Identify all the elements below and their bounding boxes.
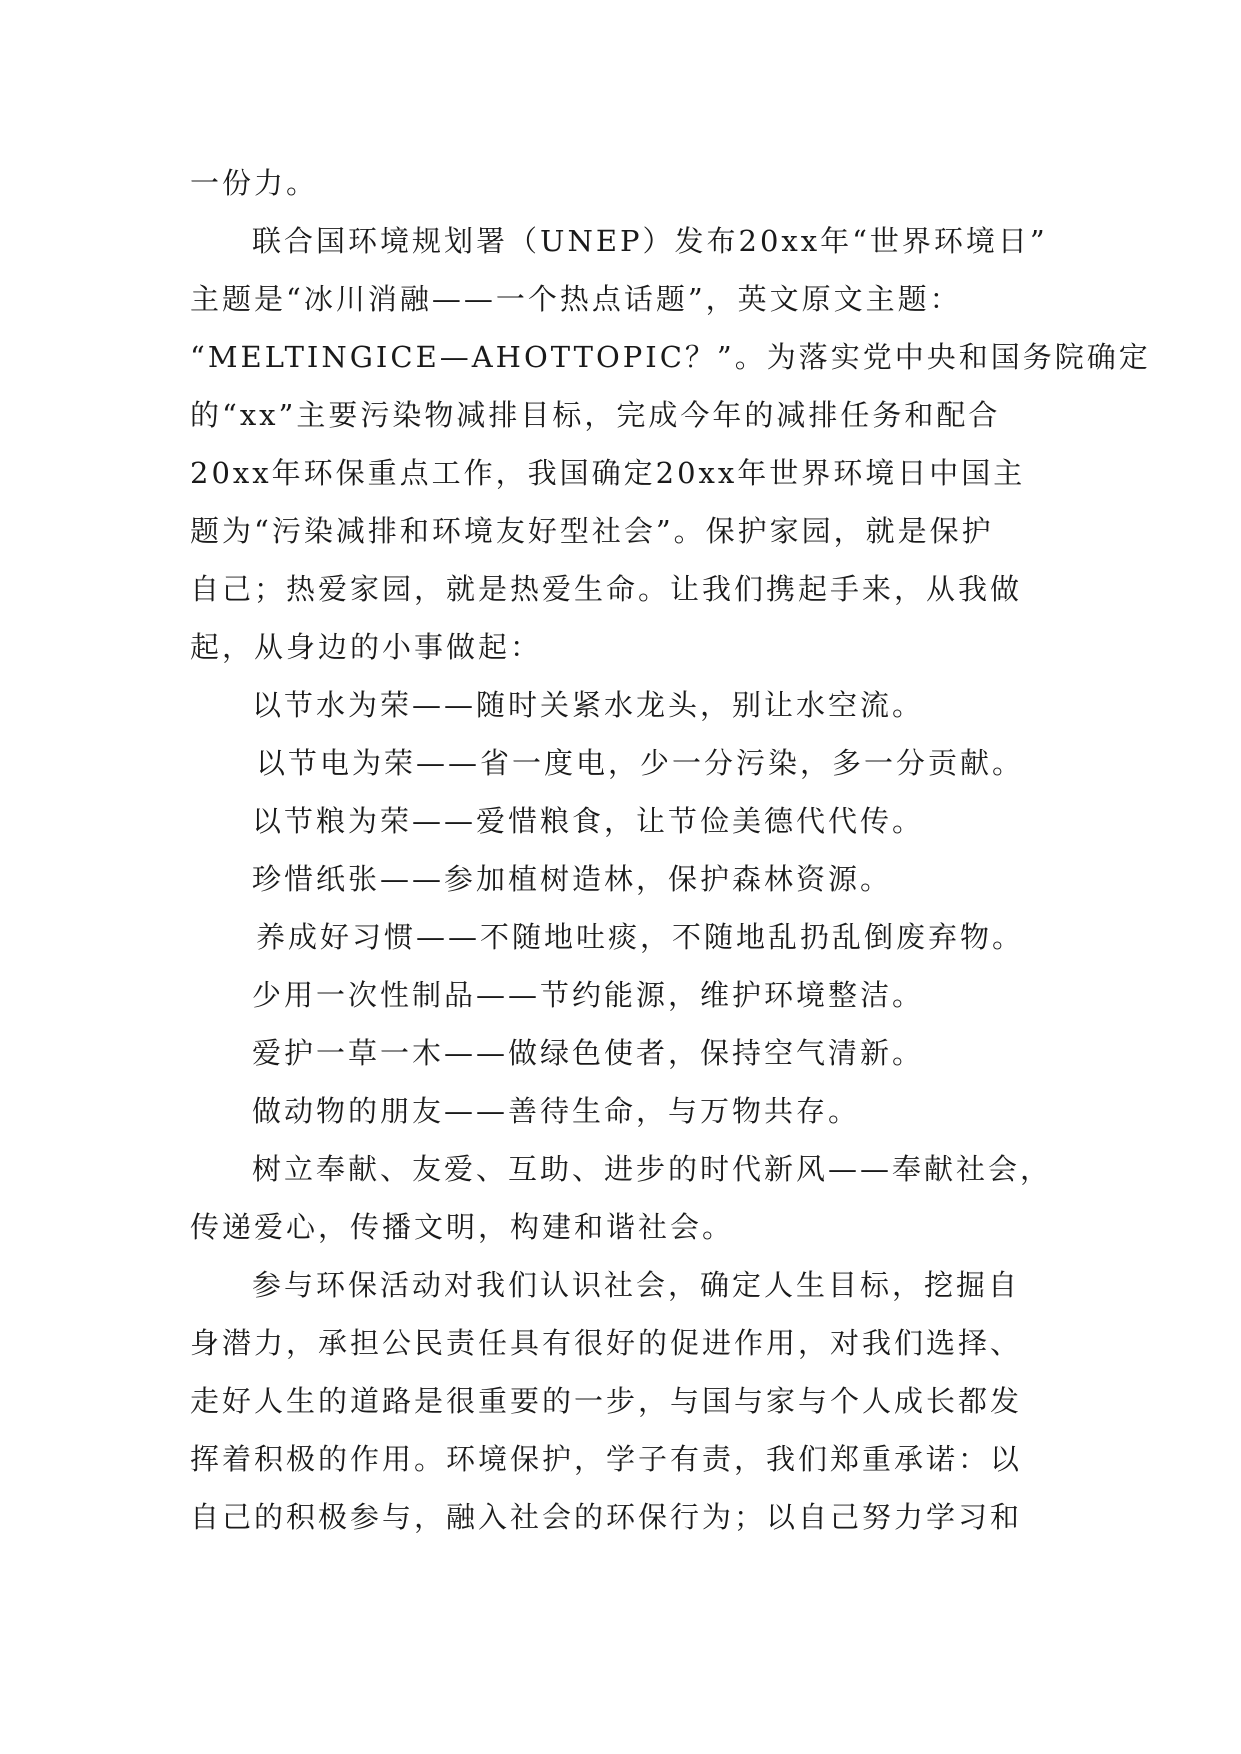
text-line: 珍惜纸张——参加植树造林，保护森林资源。 [252,862,893,896]
text-line: 一份力。 [190,166,319,200]
text-line: 以节水为荣——随时关紧水龙头，别让水空流。 [252,688,925,722]
text-line: 的“xx”主要污染物减排目标，完成今年的减排任务和配合 [190,398,1001,432]
text-line: 参与环保活动对我们认识社会，确定人生目标，挖掘自 [252,1268,1021,1302]
text-line: 树立奉献、友爱、互助、进步的时代新风——奉献社会， [252,1152,1053,1186]
text-line: 身潜力，承担公民责任具有很好的促进作用，对我们选择、 [190,1326,1023,1360]
text-line: 养成好习惯——不随地吐痰，不随地乱扔乱倒废弃物。 [256,920,1025,954]
text-line: 起，从身边的小事做起： [190,630,543,664]
text-line: 传递爱心，传播文明，构建和谐社会。 [190,1210,735,1244]
text-line: 自己的积极参与，融入社会的环保行为；以自己努力学习和 [190,1500,1023,1534]
text-line: 自己；热爱家园，就是热爱生命。让我们携起手来，从我做 [190,572,1023,606]
text-line: 做动物的朋友——善待生命，与万物共存。 [252,1094,861,1128]
document-page [190,154,1151,1546]
document-body [190,154,1151,1546]
text-line: 爱护一草一木——做绿色使者，保持空气清新。 [252,1036,925,1070]
text-line: 主题是“冰川消融——一个热点话题”，英文原文主题： [190,282,962,316]
text-line: 以节电为荣——省一度电，少一分污染，多一分贡献。 [256,746,1025,780]
text-line: 少用一次性制品——节约能源，维护环境整洁。 [252,978,925,1012]
text-line: 挥着积极的作用。环境保护，学子有责，我们郑重承诺：以 [190,1442,1023,1476]
text-line: 20xx年环保重点工作，我国确定20xx年世界环境日中国主 [190,456,1026,490]
text-line: 走好人生的道路是很重要的一步，与国与家与个人成长都发 [190,1384,1023,1418]
text-line: “MELTINGICE—AHOTTOPIC？”。为落实党中央和国务院确定 [190,340,1151,374]
text-line: 联合国环境规划署（UNEP）发布20xx年“世界环境日” [252,224,1048,258]
text-line: 以节粮为荣——爱惜粮食，让节俭美德代代传。 [252,804,925,838]
text-line: 题为“污染减排和环境友好型社会”。保护家园，就是保护 [190,514,994,548]
